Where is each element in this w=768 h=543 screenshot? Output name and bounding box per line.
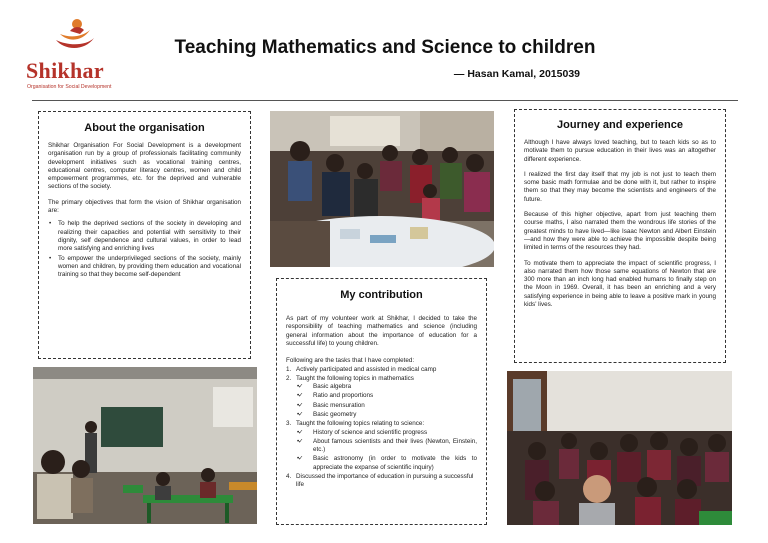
- check-icon: • ✓: [298, 428, 304, 436]
- subtopic-list: [296, 383, 477, 419]
- subtopic-item: • ✓ Basic mensuration: [296, 402, 477, 410]
- author-byline: — Hasan Kamal, 2015039: [453, 68, 580, 80]
- check-icon: • ✓: [298, 410, 304, 418]
- subtopic-item: • ✓ Basic algebra: [296, 383, 477, 391]
- task-item: [286, 473, 477, 490]
- task-number: 1.: [286, 366, 292, 374]
- objective-item: • To help the deprived sections of the society in developing and realizing their capacities and potential with sensitivity to their dignity, self dependence and cultural values, in order to lead more satisfying and enriching lives: [48, 220, 241, 253]
- task-text: Discussed the importance of education in pursuing a successful life: [296, 473, 474, 489]
- contribution-heading: My contribution: [340, 289, 423, 301]
- subtopic-item: • ✓ About famous scientists and their lives (Newton, Einstein, etc.): [296, 438, 477, 455]
- check-icon: • ✓: [298, 437, 304, 445]
- journey-paragraph: To motivate them to appreciate the impact of scientific progress, I also narrated them how those same equations of Newton that are 300 more than an inch long had enabled humans to finally step on the Moon in 1969. Overall, it has been an enriching and a very satisfying experience in being able to leave a positive mark in young kids' lives.: [524, 259, 716, 309]
- objective-item: • To empower the underprivileged sections of the society, mainly women and children, by providing them education and vocational training so that they become self-dependent: [48, 255, 241, 280]
- about-panel: [38, 111, 251, 359]
- task-text: Actively participated and assisted in medical camp: [296, 366, 437, 374]
- shikhar-logo-mark-icon: [50, 16, 98, 56]
- about-heading: About the organisation: [84, 122, 205, 134]
- check-icon: • ✓: [298, 401, 304, 409]
- page-title: Teaching Mathematics and Science to children: [174, 37, 596, 58]
- task-item: [286, 366, 477, 374]
- subtopic-list: [296, 429, 477, 472]
- check-icon: • ✓: [298, 455, 304, 463]
- task-item: [286, 375, 477, 419]
- shikhar-logo: [22, 14, 122, 90]
- subtopic-item: • ✓ Basic astronomy (in order to motivate the kids to appreciate the expanse of scientific inquiry): [296, 455, 477, 472]
- objectives-list: [48, 220, 241, 279]
- task-number: 4.: [286, 473, 292, 481]
- subtopic-item: • ✓ Basic geometry: [296, 411, 477, 419]
- task-text: Taught the following topics relating to science:: [296, 420, 425, 428]
- contribution-panel: [276, 278, 487, 525]
- medical-camp-photo: [270, 111, 494, 267]
- subtopic-item: • ✓ Ratio and proportions: [296, 392, 477, 400]
- header-divider: [32, 100, 738, 101]
- check-icon: • ✓: [298, 383, 304, 391]
- task-number: 2.: [286, 374, 292, 382]
- task-number: 3.: [286, 420, 292, 428]
- about-paragraph: Shikhar Organisation For Social Development is a development organisation run by a group of professionals facilitating community development initiatives such as vocational training centres, educational centres, computer literacy centres, women and child empowerment programmes, etc. for the deprived and vulnerable sections of the society.: [48, 142, 241, 191]
- brand-tagline: Organisation for Social Development: [27, 84, 112, 90]
- brand-name: Shikhar: [26, 58, 104, 83]
- journey-paragraph: Although I have always loved teaching, but to teach kids so as to motivate them to pursue education in their lives was an altogether different experience.: [524, 139, 716, 163]
- task-text: Taught the following topics in mathematics: [296, 374, 414, 382]
- journey-paragraph: Because of this higher objective, apart from just teaching them course maths, I also narrated them the wondrous life stories of the greatest minds to have lived—like Isaac Newton and Albert Einstein—and how they were able to achieve the impossible despite being limited in terms of the resources they had.: [524, 211, 716, 252]
- contribution-intro: As part of my volunteer work at Shikhar, I decided to take the responsibility of teaching mathematics and science (including general information about the importance of education for a successful life) to young children.: [286, 315, 477, 347]
- about-paragraph: The primary objectives that form the vision of Shikhar organisation are:: [48, 198, 241, 215]
- subtopic-item: • ✓ History of science and scientific progress: [296, 429, 477, 437]
- tasks-list: [286, 366, 477, 489]
- task-item: [286, 420, 477, 472]
- tasks-intro: Following are the tasks that I have completed:: [286, 357, 415, 365]
- check-icon: • ✓: [298, 392, 304, 400]
- journey-heading: Journey and experience: [557, 119, 683, 131]
- classroom-photo: [33, 367, 257, 524]
- journey-panel: [514, 109, 726, 363]
- group-photo: [507, 371, 732, 525]
- journey-paragraph: I realized the first day itself that my job is not just to teach them some basic math formulae and be done with it, but rather to inspire them so that they may become the scientists and engineers of the future.: [524, 170, 716, 203]
